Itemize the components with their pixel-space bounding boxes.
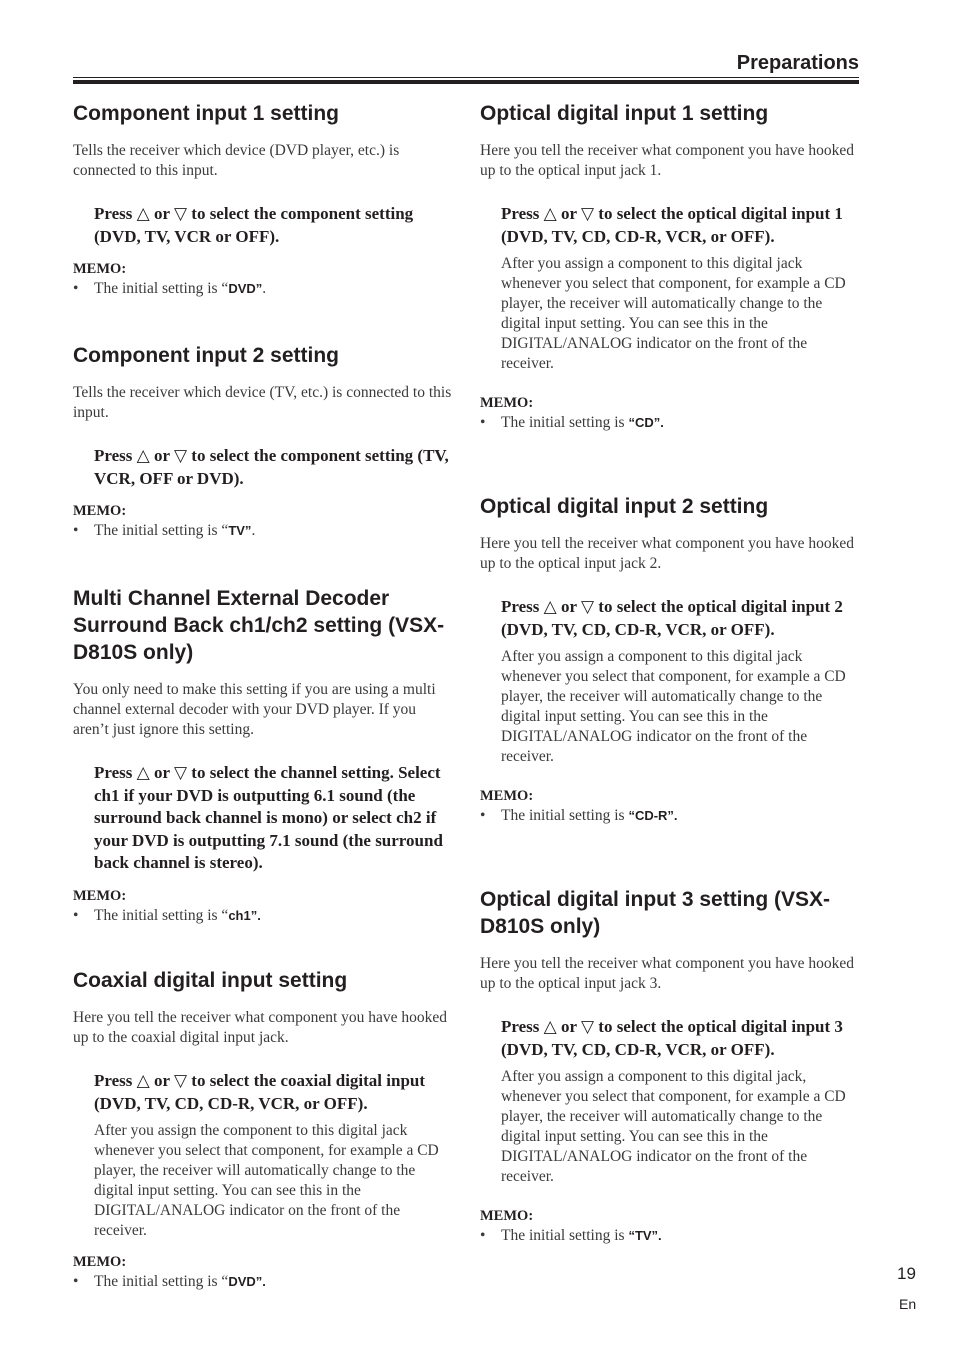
memo-suffix: . [262,280,267,297]
step-explanation: After you assign a component to this digital jack, whenever you select that component, for example a CD player, the receiver will automatically change to the digital input setting. You can see this in the DIGITAL/ANALOG indicator on the front of the receiver. [501,1068,846,1185]
memo-prefix: The initial setting is [501,414,629,431]
section-description: Here you tell the receiver what component you have hooked up to the optical input jack 2. [480,535,855,572]
instruction-step: Press △ or ▽ to select the channel setting. Select ch1 if your DVD is outputting 6.1 sound (the surround back channel is mono) or select ch2 if your DVD is outputting 7.1 sound (the surround back channel is stereo). [94,763,443,872]
section-description: Here you tell the receiver what component you have hooked up to the optical input jack 1. [480,142,855,179]
memo-label: MEMO: [480,1208,534,1224]
memo-item [480,1226,860,1246]
header-rule-thick [73,80,859,84]
section-title: Component input 2 setting [73,344,339,367]
instruction-step: Press △ or ▽ to select the optical digital input 2 (DVD, TV, CD, CD-R, VCR, or OFF). [501,597,843,639]
bullet-icon: • [73,906,79,924]
section-component-input-2 [73,342,453,541]
section-multi-channel-decoder [73,585,453,926]
instruction-step: Press △ or ▽ to select the optical digital input 1 (DVD, TV, CD, CD-R, VCR, or OFF). [501,204,843,246]
memo-label: MEMO: [73,503,127,519]
bullet-icon: • [73,280,79,297]
step-explanation: After you assign the component to this digital jack whenever you select that component, for example a CD player, the receiver will automatically change to the digital input setting. You can see this in the DIGITAL/ANALOG indicator on the front of the receiver. [94,1122,439,1239]
section-optical-input-3 [480,886,860,1246]
memo-item [73,279,453,299]
step-explanation: After you assign a component to this digital jack whenever you select that component, for example a CD player, the receiver will automatically change to the digital input setting. You can see this in the DIGITAL/ANALOG indicator on the front of the receiver. [501,255,846,372]
section-description: Here you tell the receiver what component you have hooked up to the coaxial digital input jack. [73,1009,448,1046]
memo-prefix: The initial setting is “ [94,522,229,539]
memo-value: “TV”. [628,1228,662,1243]
memo-item [73,1272,453,1292]
memo-label: MEMO: [480,395,534,411]
section-description: Tells the receiver which device (DVD player, etc.) is connected to this input. [73,142,400,179]
memo-prefix: The initial setting is “ [94,280,229,297]
section-description: Tells the receiver which device (TV, etc.) is connected to this input. [73,384,452,421]
instruction-step: Press △ or ▽ to select the coaxial digital input (DVD, TV, CD, CD-R, VCR, or OFF). [94,1071,426,1113]
memo-label: MEMO: [73,261,127,277]
memo-prefix: The initial setting is “ [94,1273,229,1290]
memo-value: “CD”. [628,415,664,430]
header-rule-thin [73,77,859,78]
header-title: Preparations [736,52,859,74]
section-title: Optical digital input 1 setting [480,102,769,125]
memo-label: MEMO: [73,1254,127,1270]
section-optical-input-1 [480,100,860,433]
section-component-input-1 [73,100,453,299]
memo-prefix: The initial setting is “ [94,906,229,924]
section-title: Component input 1 setting [73,102,339,125]
section-title: Multi Channel External Decoder Surround Back ch1/ch2 setting (VSX-D810S only) [73,587,445,664]
memo-prefix: The initial setting is [501,1227,629,1244]
memo-item [73,521,453,541]
memo-value: “CD-R”. [628,808,678,823]
memo-label: MEMO: [73,887,127,904]
section-description: You only need to make this setting if you are using a multi channel external decoder with your DVD player. If you aren’t just ignore this setting. [73,681,436,738]
memo-item [480,413,860,433]
section-title: Optical digital input 2 setting [480,495,769,518]
bullet-icon: • [480,414,486,431]
bullet-icon: • [480,1227,486,1244]
memo-item [480,806,860,826]
memo-value: ch1”. [228,907,261,923]
section-optical-input-2 [480,493,860,826]
bullet-icon: • [73,522,79,539]
section-description: Here you tell the receiver what component you have hooked up to the optical input jack 3. [480,955,855,992]
memo-label: MEMO: [480,788,534,804]
memo-item [73,906,453,926]
memo-suffix: . [251,522,256,539]
memo-value: TV” [228,523,252,538]
page-number: 19 [897,1264,916,1283]
page-language: En [899,1296,917,1312]
memo-value: DVD” [228,281,263,296]
instruction-step: Press △ or ▽ to select the optical digital input 3 (DVD, TV, CD, CD-R, VCR, or OFF). [501,1017,843,1059]
memo-prefix: The initial setting is [501,807,629,824]
section-coaxial-digital-input [73,967,453,1292]
instruction-step: Press △ or ▽ to select the component setting (TV, VCR, OFF or DVD). [94,446,449,488]
bullet-icon: • [73,1273,79,1290]
memo-value: DVD”. [228,1274,266,1289]
step-explanation: After you assign a component to this digital jack whenever you select that component, for example a CD player, the receiver will automatically change to the digital input setting. You can see this in the DIGITAL/ANALOG indicator on the front of the receiver. [501,648,846,765]
instruction-step: Press △ or ▽ to select the component setting (DVD, TV, VCR or OFF). [94,204,414,246]
section-title: Optical digital input 3 setting (VSX-D810S only) [480,888,831,938]
bullet-icon: • [480,807,486,824]
section-title: Coaxial digital input setting [73,969,348,992]
